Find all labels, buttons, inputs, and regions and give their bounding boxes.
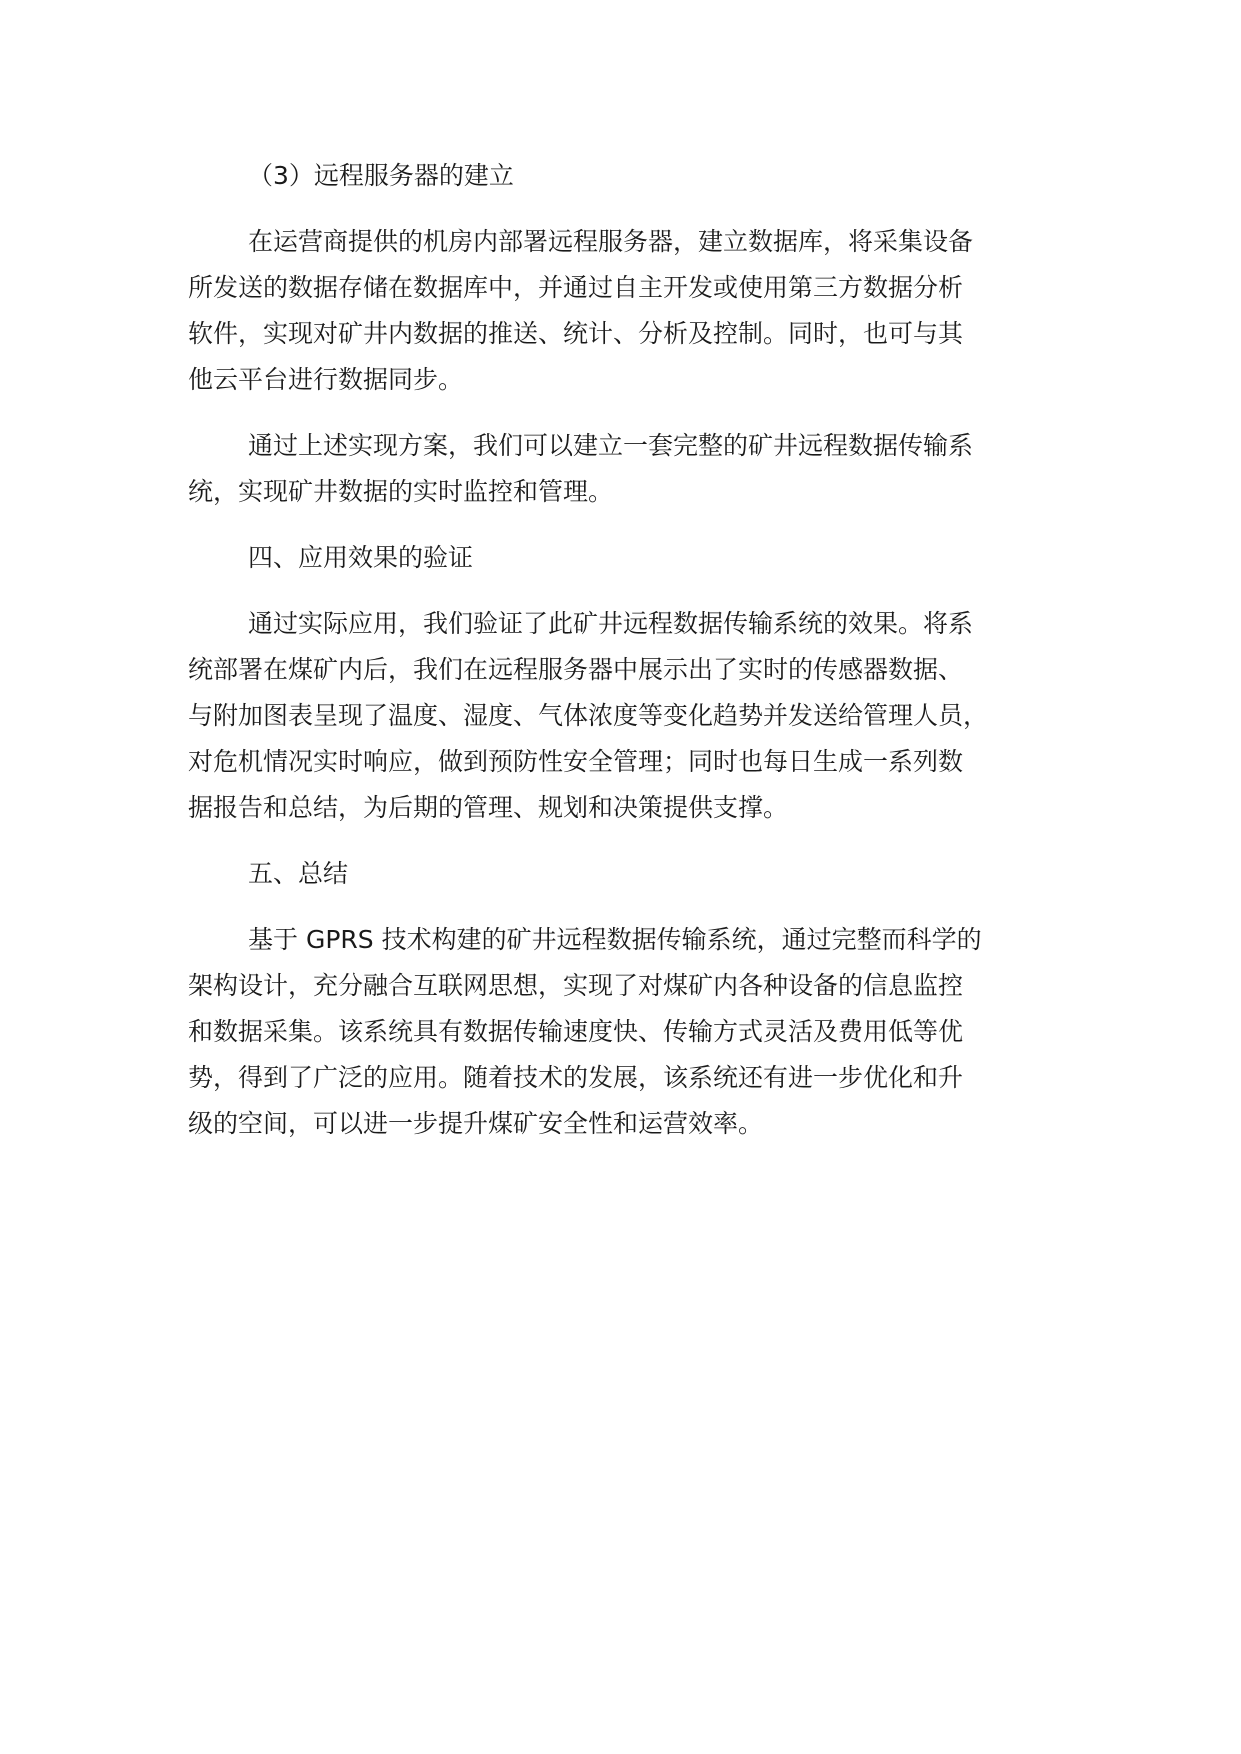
- paragraph-line: 通过实际应用，我们验证了此矿井远程数据传输系统的效果。将系: [248, 609, 974, 638]
- paragraph-line: 软件，实现对矿井内数据的推送、统计、分析及控制。同时，也可与其: [188, 319, 964, 348]
- paragraph-line: 通过上述实现方案，我们可以建立一套完整的矿井远程数据传输系: [248, 431, 974, 460]
- section-heading-verification: 四、应用效果的验证: [248, 543, 474, 572]
- paragraph-line: 所发送的数据存储在数据库中，并通过自主开发或使用第三方数据分析: [188, 273, 964, 302]
- paragraph-line: 对危机情况实时响应，做到预防性安全管理；同时也每日生成一系列数: [188, 747, 964, 776]
- paragraph-line: 级的空间，可以进一步提升煤矿安全性和运营效率。: [188, 1109, 764, 1138]
- section-heading-summary: 五、总结: [248, 859, 349, 888]
- paragraph-line: 在运营商提供的机房内部署远程服务器，建立数据库，将采集设备: [248, 227, 974, 256]
- paragraph-line: 据报告和总结，为后期的管理、规划和决策提供支撑。: [188, 793, 789, 822]
- paragraph-line: 他云平台进行数据同步。: [188, 365, 464, 394]
- paragraph-line: 基于 GPRS 技术构建的矿井远程数据传输系统，通过完整而科学的: [248, 925, 982, 954]
- paragraph-line: 与附加图表呈现了温度、湿度、气体浓度等变化趋势并发送给管理人员，: [188, 701, 989, 730]
- paragraph-line: 和数据采集。该系统具有数据传输速度快、传输方式灵活及费用低等优: [188, 1017, 964, 1046]
- paragraph-line: 架构设计，充分融合互联网思想，实现了对煤矿内各种设备的信息监控: [188, 971, 964, 1000]
- paragraph-line: 势，得到了广泛的应用。随着技术的发展，该系统还有进一步优化和升: [188, 1063, 964, 1092]
- paragraph-line: 统部署在煤矿内后，我们在远程服务器中展示出了实时的传感器数据、: [188, 655, 964, 684]
- paragraph-line: 统，实现矿井数据的实时监控和管理。: [188, 477, 614, 506]
- section-heading-remote-server: （3）远程服务器的建立: [248, 161, 514, 190]
